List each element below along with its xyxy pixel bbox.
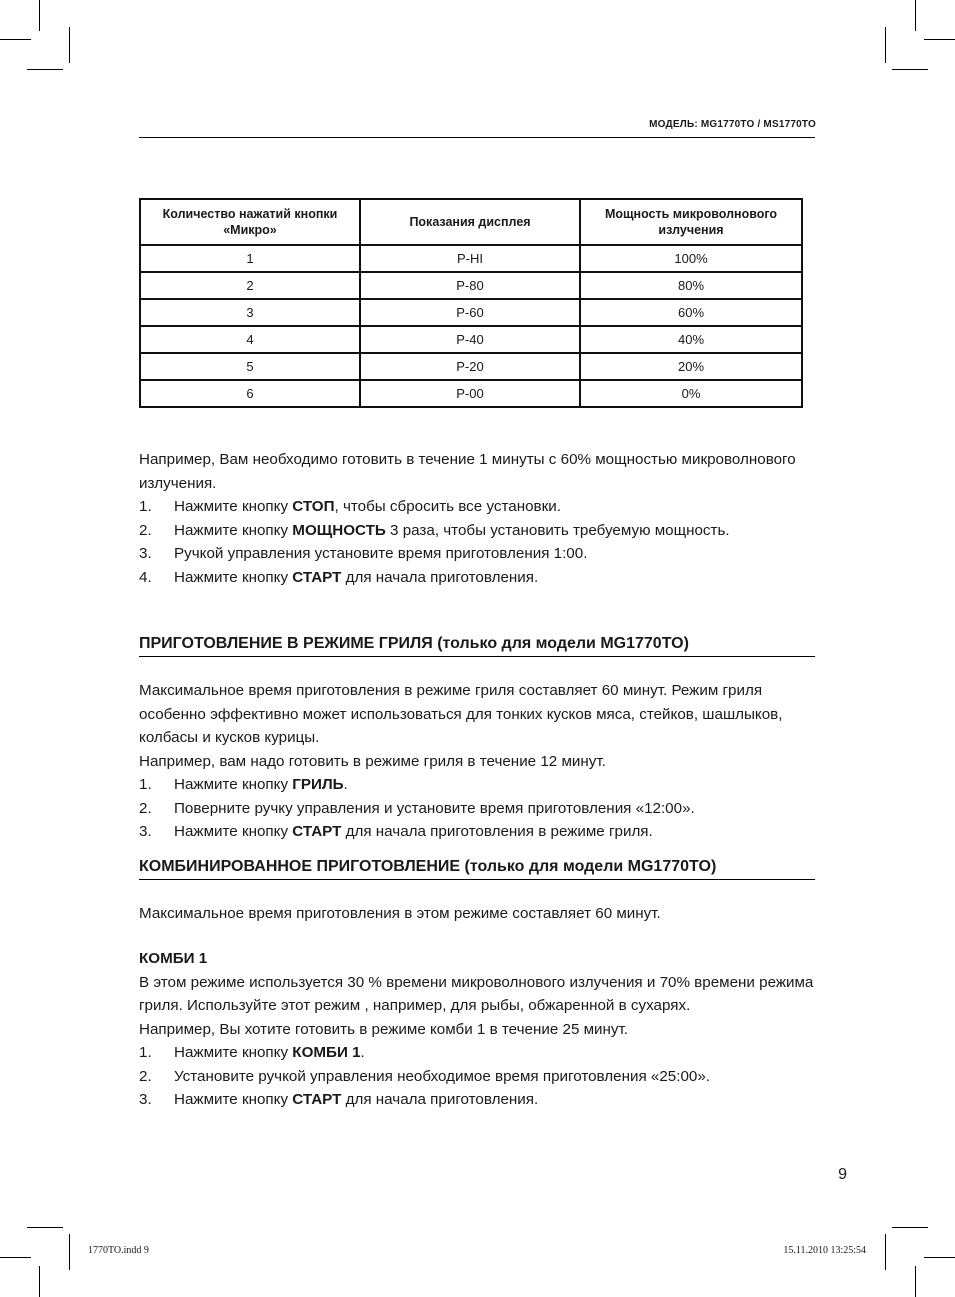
- button-name: СТАРТ: [292, 568, 342, 586]
- table-row: [140, 380, 802, 407]
- button-name: СТОП: [292, 498, 335, 515]
- table-cell: 0%: [580, 380, 802, 407]
- table-cell: P-60: [360, 299, 580, 326]
- list-item: [139, 1065, 819, 1089]
- table-cell: 20%: [580, 353, 802, 380]
- list-item: [139, 773, 819, 797]
- list-item: [139, 797, 819, 821]
- step-text: .: [343, 776, 348, 793]
- print-slug-file: 1770TO.indd 9: [88, 1245, 149, 1256]
- combi1-paragraph: В этом режиме используется 30 % времени микроволнового излучения и 70% времени режима гриля. Используйте этот режим , например, для рыбы, обжаренной в сухарях.: [139, 973, 814, 1014]
- step-text: для начала приготовления в режиме гриля.: [341, 823, 653, 840]
- page-number: 9: [838, 1166, 847, 1183]
- list-item: [139, 820, 819, 844]
- step-number: 2.: [139, 799, 152, 817]
- step-text: Нажмите кнопку: [174, 1044, 293, 1061]
- table-row: [140, 245, 802, 272]
- model-header: МОДЕЛЬ: MG1770TO / MS1770TO: [649, 119, 816, 130]
- table-cell: P-00: [360, 380, 580, 407]
- table-cell: P-80: [360, 272, 580, 299]
- crop-mark: [69, 1234, 70, 1270]
- table-cell: 5: [140, 353, 360, 380]
- combi1-example: Например, Вы хотите готовить в режиме комби 1 в течение 25 минут.: [139, 1020, 629, 1038]
- table-cell: 100%: [580, 245, 802, 272]
- step-number: 1.: [139, 1044, 152, 1061]
- table-row: [140, 299, 802, 326]
- crop-mark: [915, 0, 916, 31]
- button-name: МОЩНОСТЬ: [292, 521, 386, 539]
- table-cell: 1: [140, 245, 360, 272]
- table-cell: 60%: [580, 299, 802, 326]
- table-cell: P-40: [360, 326, 580, 353]
- crop-mark: [892, 69, 928, 70]
- table-cell: P-20: [360, 353, 580, 380]
- step-number: 2.: [139, 521, 152, 539]
- power-level-table: [139, 198, 803, 408]
- crop-mark: [892, 1227, 928, 1228]
- micro-example-intro: Например, Вам необходимо готовить в течение 1 минуты с 60% мощностью микроволнового излучения.: [139, 451, 796, 492]
- list-item: [139, 1088, 819, 1112]
- list-item: [139, 566, 819, 590]
- table-header-row: [140, 199, 802, 245]
- button-name: СТАРТ: [292, 823, 342, 840]
- step-text: Нажмите кнопку: [174, 1091, 293, 1108]
- crop-mark: [0, 1257, 31, 1258]
- step-number: 1.: [139, 498, 152, 515]
- step-text: Нажмите кнопку: [174, 568, 293, 586]
- print-slug-date: 15.11.2010 13:25:54: [783, 1245, 866, 1256]
- button-name: ГРИЛЬ: [292, 776, 344, 793]
- step-number: 4.: [139, 568, 152, 586]
- list-item: [139, 495, 819, 519]
- grill-paragraph: Максимальное время приготовления в режиме гриля составляет 60 минут. Режим гриля особенно эффективно может использоваться для тонких кусков мяса, стейков, шашлыков, колбасы и кусков курицы.: [139, 682, 783, 746]
- table-row: [140, 326, 802, 353]
- crop-mark: [924, 1257, 955, 1258]
- table-cell: 3: [140, 299, 360, 326]
- step-number: 3.: [139, 1091, 152, 1108]
- table-row: [140, 272, 802, 299]
- step-text: Нажмите кнопку: [174, 823, 293, 840]
- step-text: Нажмите кнопку: [174, 776, 293, 793]
- button-name: СТАРТ: [292, 1091, 342, 1108]
- step-number: 3.: [139, 545, 152, 562]
- table-header-cell: Мощность микроволнового излучения: [580, 199, 802, 245]
- table-cell: 2: [140, 272, 360, 299]
- combi1-steps-list: [139, 1041, 819, 1112]
- crop-mark: [27, 1227, 63, 1228]
- crop-mark: [39, 1266, 40, 1297]
- table-cell: 4: [140, 326, 360, 353]
- table-cell: 40%: [580, 326, 802, 353]
- crop-mark: [915, 1266, 916, 1297]
- crop-mark: [924, 39, 955, 40]
- step-text: Установите ручкой управления необходимое время приготовления «25:00».: [174, 1067, 711, 1085]
- table-header-cell: Количество нажатий кнопки «Микро»: [140, 199, 360, 245]
- step-text: для начала приготовления.: [341, 568, 539, 586]
- crop-mark: [885, 1234, 886, 1270]
- crop-mark: [69, 27, 70, 63]
- combo-section-title: КОМБИНИРОВАННОЕ ПРИГОТОВЛЕНИЕ (только для модели MG1770TO): [139, 856, 815, 880]
- grill-section-title: ПРИГОТОВЛЕНИЕ В РЕЖИМЕ ГРИЛЯ (только для модели MG1770TO): [139, 633, 815, 657]
- table-cell: P-HI: [360, 245, 580, 272]
- table-cell: 6: [140, 380, 360, 407]
- micro-steps-list: [139, 495, 819, 589]
- table-cell: 80%: [580, 272, 802, 299]
- list-item: [139, 1041, 819, 1065]
- crop-mark: [0, 39, 31, 40]
- list-item: [139, 542, 819, 566]
- step-text: для начала приготовления.: [341, 1091, 539, 1108]
- grill-example: Например, вам надо готовить в режиме гриля в течение 12 минут.: [139, 752, 606, 770]
- combo-paragraph: Максимальное время приготовления в этом режиме составляет 60 минут.: [139, 904, 661, 922]
- list-item: [139, 519, 819, 543]
- step-number: 3.: [139, 823, 152, 840]
- button-name: КОМБИ 1: [292, 1044, 361, 1061]
- step-text: Поверните ручку управления и установите время приготовления «12:00».: [174, 799, 695, 817]
- body-content: [139, 448, 819, 1112]
- step-text: 3 раза, чтобы установить требуемую мощность.: [385, 521, 730, 539]
- step-number: 2.: [139, 1067, 152, 1085]
- header-rule: [139, 137, 815, 138]
- crop-mark: [27, 69, 63, 70]
- table-row: [140, 353, 802, 380]
- step-number: 1.: [139, 776, 152, 793]
- grill-steps-list: [139, 773, 819, 844]
- crop-mark: [885, 27, 886, 63]
- step-text: Ручкой управления установите время приготовления 1:00.: [174, 545, 588, 562]
- table-header-cell: Показания дисплея: [360, 199, 580, 245]
- step-text: .: [360, 1044, 365, 1061]
- step-text: Нажмите кнопку: [174, 498, 293, 515]
- combi1-heading: КОМБИ 1: [139, 950, 208, 967]
- crop-mark: [39, 0, 40, 31]
- step-text: , чтобы сбросить все установки.: [334, 498, 561, 515]
- step-text: Нажмите кнопку: [174, 521, 293, 539]
